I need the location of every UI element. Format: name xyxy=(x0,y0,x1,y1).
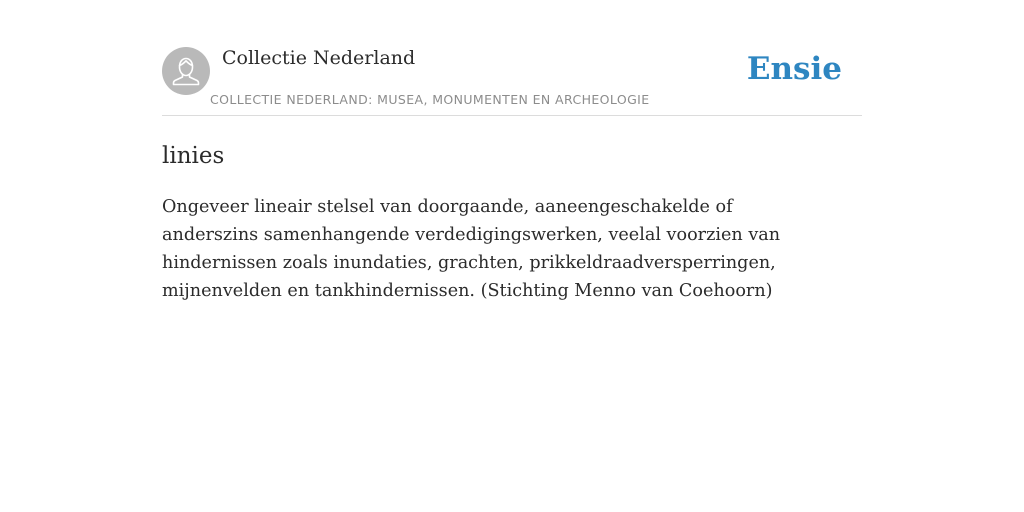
brand-logo[interactable]: Ensie xyxy=(746,51,842,87)
user-icon xyxy=(162,47,210,95)
entry-card xyxy=(162,0,862,305)
author-name[interactable]: Collectie Nederland xyxy=(222,47,416,69)
author-subtitle: COLLECTIE NEDERLAND: MUSEA, MONUMENTEN EN ARCHEOLOGIE xyxy=(210,92,650,107)
entry-header xyxy=(162,0,862,116)
entry-term: linies xyxy=(162,143,225,169)
entry-definition: Ongeveer lineair stelsel van doorgaande, aaneengeschakelde of anderszins samenhangende verdedigingswerken, veelal voorzien van hindernissen zoals inundaties, grachten, prikkeldraadversperringen, mijnenvelden en tankhindernissen. (Stichting Menno van Coehoorn) xyxy=(162,197,781,301)
avatar[interactable] xyxy=(162,47,210,95)
